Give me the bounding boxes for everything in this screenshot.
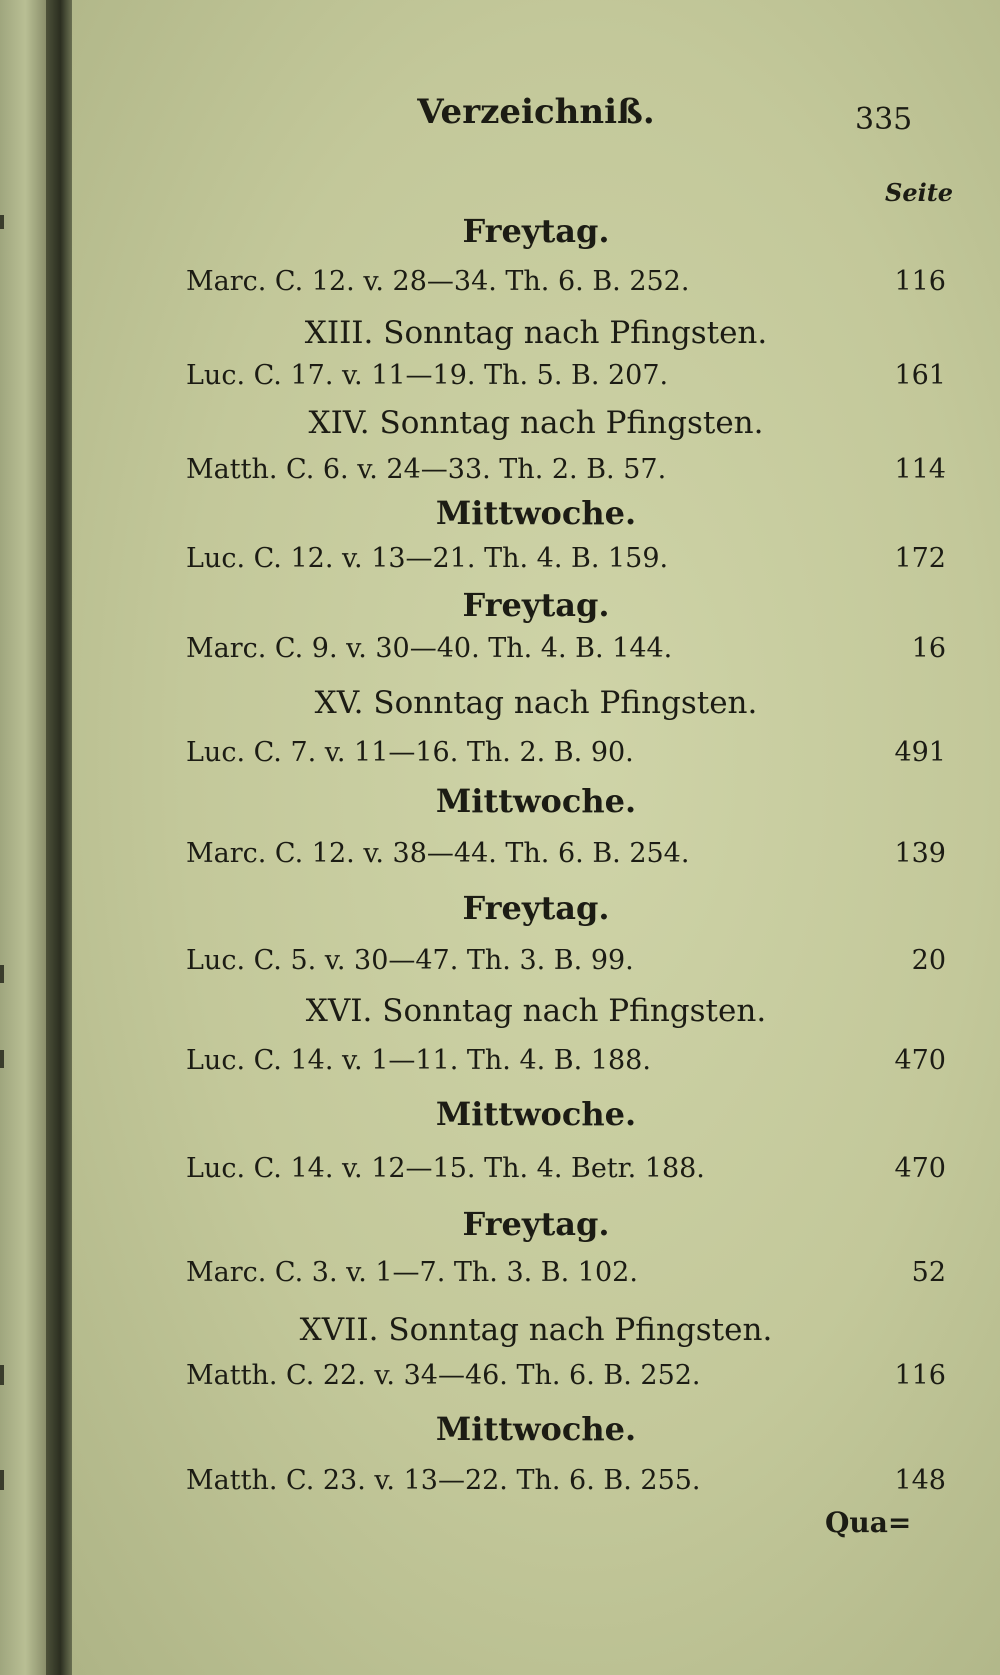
section-heading: Freytag. [462, 212, 610, 250]
section-heading: Freytag. [462, 1205, 610, 1243]
margin-mark [0, 1470, 4, 1490]
section-heading: Freytag. [462, 889, 610, 927]
scripture-reference: Luc. C. 14. v. 12—15. Th. 4. Betr. 188. [186, 1153, 705, 1184]
margin-mark [0, 215, 4, 229]
entry-page-number: 16 [911, 633, 946, 664]
entry-page-number: 116 [894, 266, 946, 297]
index-entry [186, 1465, 946, 1499]
entry-page-number: 114 [894, 454, 946, 485]
catchword: Qua= [825, 1506, 912, 1539]
section-heading: Freytag. [462, 586, 610, 624]
section-heading: Mittwoche. [435, 494, 637, 532]
margin-mark [0, 1050, 4, 1068]
index-entry [186, 1360, 946, 1394]
section-heading: XV. Sonntag nach Pfingsten. [314, 685, 758, 721]
entry-page-number: 470 [894, 1045, 946, 1076]
page-number: 335 [855, 102, 913, 137]
index-entry [186, 633, 946, 667]
scripture-reference: Matth. C. 22. v. 34—46. Th. 6. B. 252. [186, 1360, 701, 1391]
entry-page-number: 52 [911, 1257, 946, 1288]
entry-page-number: 491 [894, 737, 946, 768]
entry-page-number: 20 [911, 945, 946, 976]
section-heading: XVI. Sonntag nach Pfingsten. [305, 993, 767, 1029]
section-heading: Mittwoche. [435, 782, 637, 820]
index-entry [186, 838, 946, 872]
index-entry [186, 1153, 946, 1187]
page-title: Verzeichniß. [417, 92, 655, 132]
index-entry [186, 1257, 946, 1291]
scripture-reference: Marc. C. 3. v. 1—7. Th. 3. B. 102. [186, 1257, 638, 1288]
scripture-reference: Luc. C. 14. v. 1—11. Th. 4. B. 188. [186, 1045, 651, 1076]
index-entry [186, 945, 946, 979]
margin-mark [0, 965, 4, 983]
section-heading: Mittwoche. [435, 1410, 637, 1448]
entry-page-number: 161 [894, 360, 946, 391]
section-heading: XIV. Sonntag nach Pfingsten. [308, 405, 764, 441]
section-heading: XVII. Sonntag nach Pfingsten. [299, 1312, 773, 1348]
entry-page-number: 148 [894, 1465, 946, 1496]
section-heading: Mittwoche. [435, 1095, 637, 1133]
index-entry [186, 737, 946, 771]
scripture-reference: Marc. C. 12. v. 38—44. Th. 6. B. 254. [186, 838, 690, 869]
index-entry [186, 360, 946, 394]
scripture-reference: Luc. C. 12. v. 13—21. Th. 4. B. 159. [186, 543, 669, 574]
index-entry [186, 266, 946, 300]
scripture-reference: Marc. C. 9. v. 30—40. Th. 4. B. 144. [186, 633, 673, 664]
book-gutter [46, 0, 72, 1675]
entry-page-number: 172 [894, 543, 946, 574]
facing-page-edge [0, 0, 46, 1675]
index-entry [186, 454, 946, 488]
index-entry [186, 1045, 946, 1079]
scripture-reference: Luc. C. 7. v. 11—16. Th. 2. B. 90. [186, 737, 634, 768]
scripture-reference: Luc. C. 5. v. 30—47. Th. 3. B. 99. [186, 945, 634, 976]
section-heading: XIII. Sonntag nach Pfingsten. [304, 315, 768, 351]
entry-page-number: 116 [894, 1360, 946, 1391]
index-entry [186, 543, 946, 577]
index-entries [72, 0, 1000, 1675]
entry-page-number: 470 [894, 1153, 946, 1184]
column-label: Seite [885, 178, 954, 207]
index-page [72, 0, 1000, 1675]
scripture-reference: Luc. C. 17. v. 11—19. Th. 5. B. 207. [186, 360, 669, 391]
scripture-reference: Matth. C. 23. v. 13—22. Th. 6. B. 255. [186, 1465, 701, 1496]
scripture-reference: Marc. C. 12. v. 28—34. Th. 6. B. 252. [186, 266, 690, 297]
margin-mark [0, 1365, 4, 1385]
entry-page-number: 139 [894, 838, 946, 869]
scripture-reference: Matth. C. 6. v. 24—33. Th. 2. B. 57. [186, 454, 667, 485]
